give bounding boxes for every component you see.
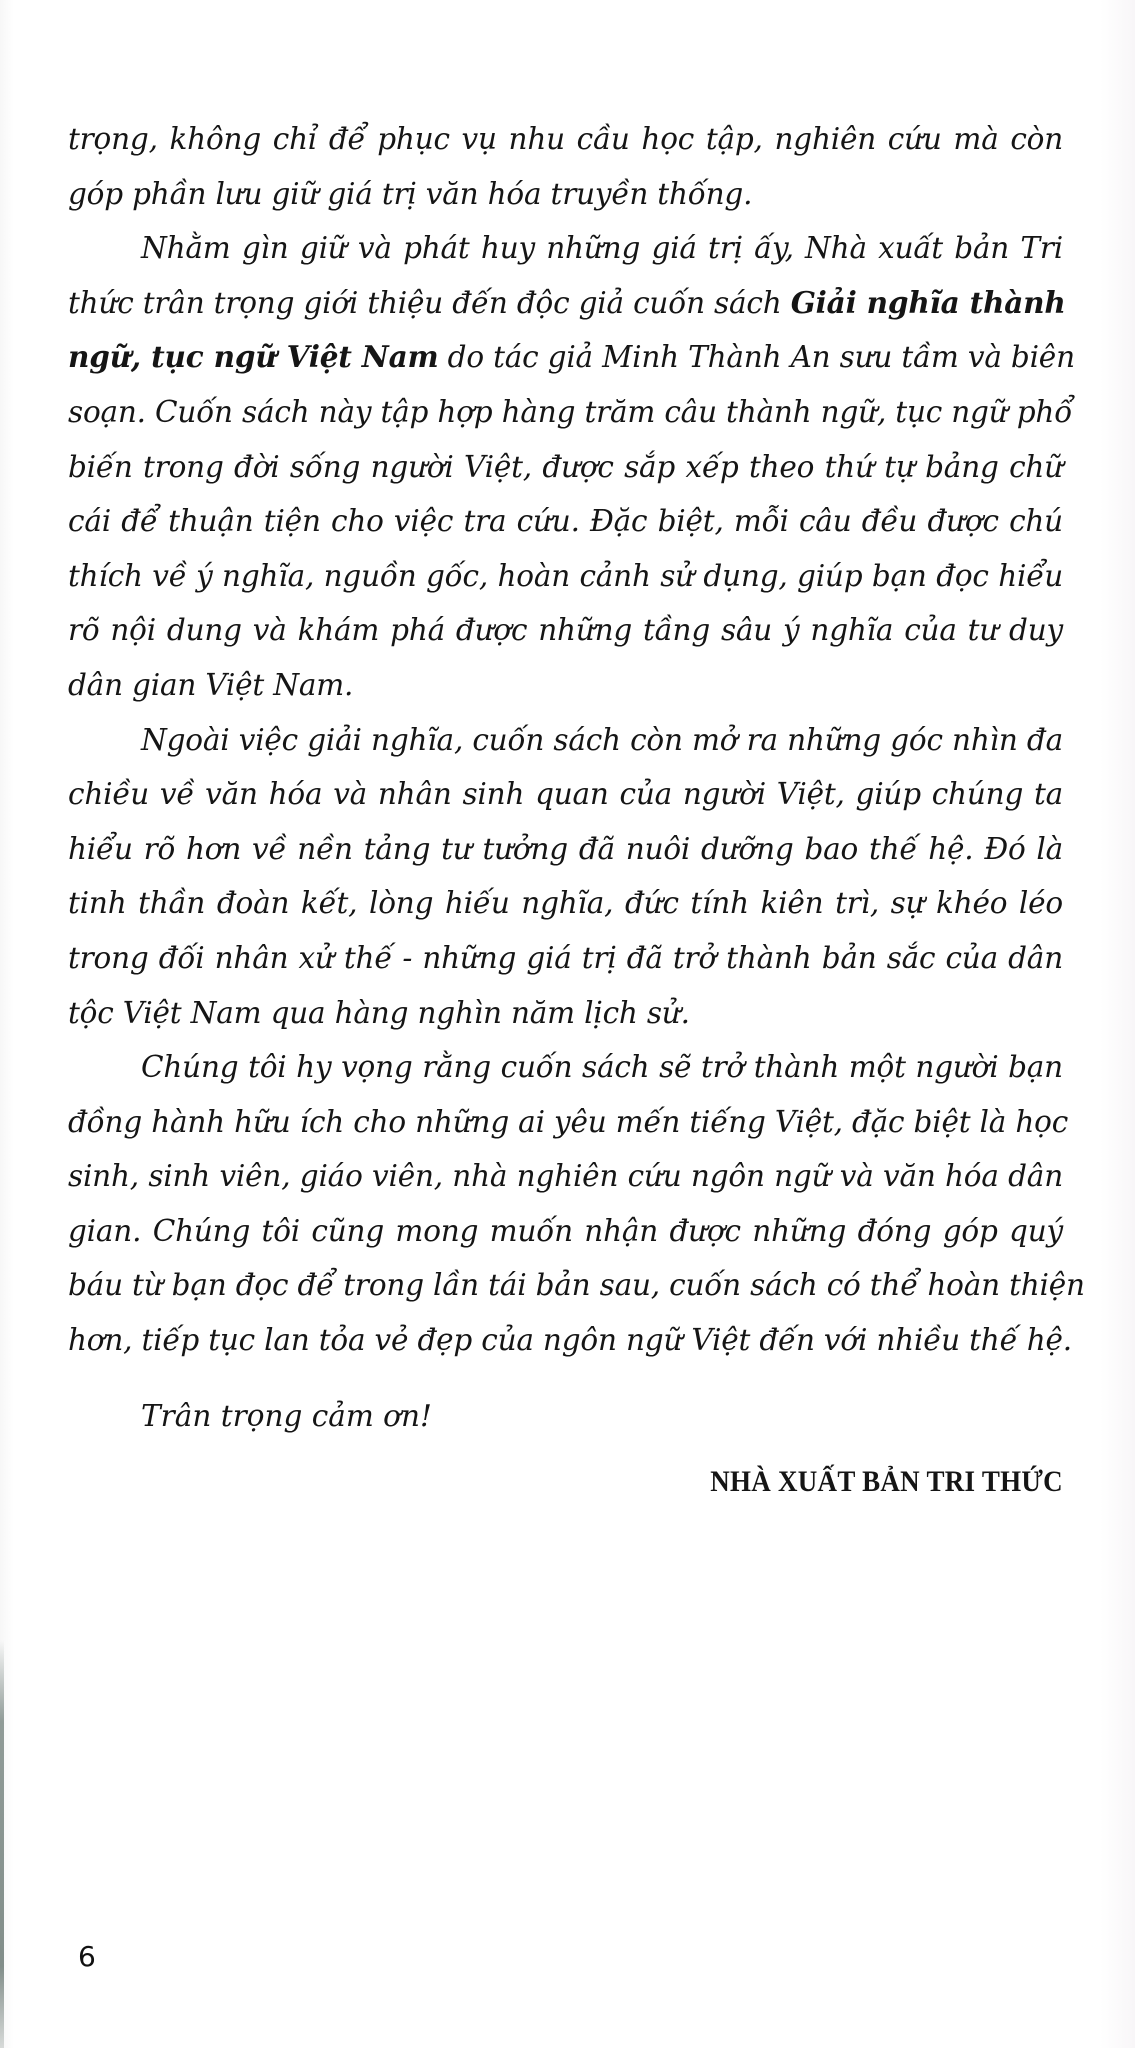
- text-line: sinh, sinh viên, giáo viên, nhà nghiên cứu ngôn ngữ và văn hóa dân: [68, 1159, 1063, 1194]
- body-text: [68, 112, 1085, 1368]
- text-line: soạn. Cuốn sách này tập hợp hàng trăm câu thành ngữ, tục ngữ phổ: [68, 394, 1073, 429]
- text-line: thức trân trọng giới thiệu đến độc giả cuốn sách Giải nghĩa thành: [68, 284, 1066, 320]
- text-line: gian. Chúng tôi cũng mong muốn nhận được những đóng góp quý: [68, 1213, 1063, 1248]
- text-line: Chúng tôi hy vọng rằng cuốn sách sẽ trở thành một người bạn: [141, 1050, 1063, 1085]
- closing-remark: Trân trọng cảm ơn!: [141, 1399, 432, 1433]
- text-line: trong đối nhân xử thế - những giá trị đã trở thành bản sắc của dân: [68, 940, 1063, 975]
- publisher-signature: NHÀ XUẤT BẢN TRI THỨC: [710, 1465, 1063, 1498]
- text-line: tộc Việt Nam qua hàng nghìn năm lịch sử.: [68, 995, 690, 1030]
- text-line: hiểu rõ hơn về nền tảng tư tưởng đã nuôi dưỡng bao thế hệ. Đó là: [68, 831, 1063, 866]
- text-line: Ngoài việc giải nghĩa, cuốn sách còn mở ra những góc nhìn đa: [141, 722, 1063, 757]
- text-line: thích về ý nghĩa, nguồn gốc, hoàn cảnh sử dụng, giúp bạn đọc hiểu: [68, 558, 1063, 593]
- text-line: đồng hành hữu ích cho những ai yêu mến tiếng Việt, đặc biệt là học: [68, 1104, 1069, 1139]
- text-line: cái để thuận tiện cho việc tra cứu. Đặc biệt, mỗi câu đều được chú: [68, 504, 1063, 539]
- book-title-bold: Giải nghĩa thành: [790, 284, 1066, 320]
- text-line: Nhằm gìn giữ và phát huy những giá trị ấy, Nhà xuất bản Tri: [141, 231, 1063, 266]
- text-line: ngữ, tục ngữ Việt Nam do tác giả Minh Thành An sưu tầm và biên: [68, 339, 1075, 375]
- page-number: 6: [78, 1940, 96, 1973]
- text-line: báu từ bạn đọc để trong lần tái bản sau, cuốn sách có thể hoàn thiện: [68, 1268, 1085, 1303]
- text-line: chiều về văn hóa và nhân sinh quan của người Việt, giúp chúng ta: [68, 777, 1063, 812]
- scan-gutter-shadow: [0, 1640, 4, 2048]
- text-line: rõ nội dung và khám phá được những tầng sâu ý nghĩa của tư duy: [68, 613, 1063, 648]
- text-line: tinh thần đoàn kết, lòng hiếu nghĩa, đức tính kiên trì, sự khéo léo: [68, 886, 1063, 921]
- text-line: dân gian Việt Nam.: [68, 667, 354, 702]
- text-line: hơn, tiếp tục lan tỏa vẻ đẹp của ngôn ngữ Việt đến với nhiều thế hệ.: [68, 1323, 1072, 1358]
- text-line: góp phần lưu giữ giá trị văn hóa truyền thống.: [68, 176, 753, 211]
- text-line: trọng, không chỉ để phục vụ nhu cầu học tập, nghiên cứu mà còn: [68, 122, 1063, 156]
- text-line: biến trong đời sống người Việt, được sắp xếp theo thứ tự bảng chữ: [68, 449, 1063, 484]
- book-title-bold: ngữ, tục ngữ Việt Nam: [68, 339, 439, 375]
